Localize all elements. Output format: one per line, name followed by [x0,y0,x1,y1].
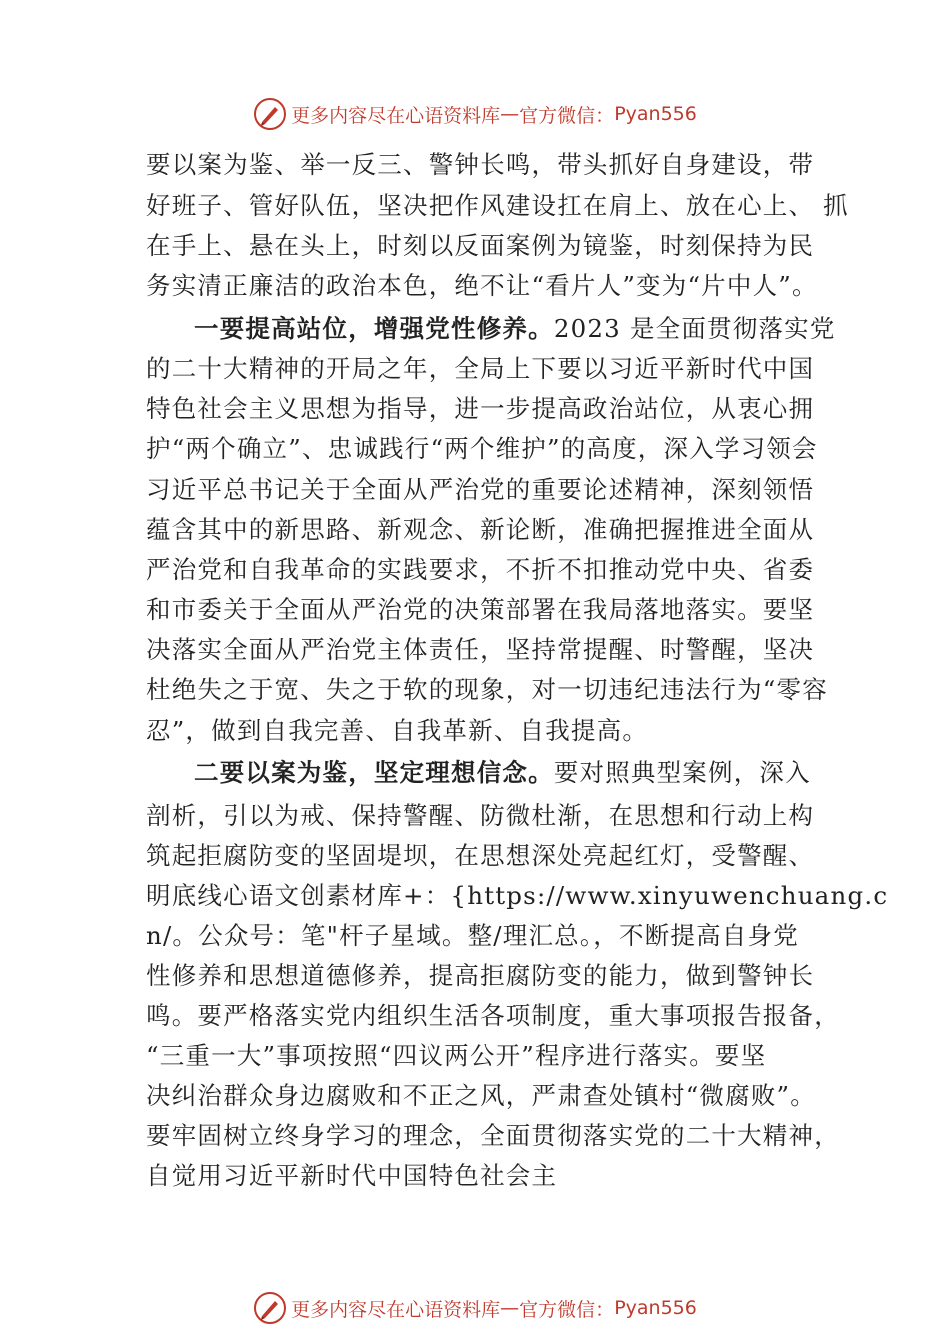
text-line: 性修养和思想道德修养，提高拒腐防变的能力，做到警钟长 [146,961,815,990]
text-line: 杜绝失之于宽、失之于软的现象，对一切违纪违法行为“零容 [146,675,828,704]
footer-brand-text: 更多内容尽在心语资料库 [291,1298,501,1321]
text-line: 好班子、管好队伍，坚决把作风建设扛在肩上、放在心上、 抓 [146,191,849,220]
text-line: 决落实全面从严治党主体责任，坚持常提醒、时警醒，坚决 [146,635,815,664]
header-wechat-label: 官方微信： [519,104,615,127]
footer-separator: — [500,1297,520,1319]
text-line: 务实清正廉洁的政治本色，绝不让“看片人”变为“片中人”。 [146,271,818,300]
text-line: 蕴含其中的新思路、新观念、新论断，准确把握推进全面从 [146,515,815,544]
text-line: 筑起拒腐防变的坚固堤坝，在思想深处亮起红灯，受警醒、 [146,841,815,870]
footer-wechat-label: 官方微信： [519,1298,615,1321]
paragraph-heading-line: 一要提高站位，增强党性修养。2023 是全面贯彻落实党 [194,314,836,343]
text-line: 护“两个确立”、忠诚践行“两个维护”的高度，深入学习领会 [146,434,818,463]
header-wechat-account: Pyan556 [614,103,697,125]
text-line: n/。公众号：笔"杆子星域。整/理汇总。，不断提高自身党 [146,921,799,950]
paragraph-heading: 一要提高站位，增强党性修养。 [194,314,554,343]
text-line: 忍”，做到自我完善、自我革新、自我提高。 [146,716,649,745]
text-line: 的二十大精神的开局之年，全局上下要以习近平新时代中国 [146,354,815,383]
text-line: 自觉用习近平新时代中国特色社会主 [146,1161,558,1190]
text-line: 习近平总书记关于全面从严治党的重要论述精神，深刻领悟 [146,475,815,504]
header-brand-text: 更多内容尽在心语资料库 [291,104,501,127]
paragraph-heading-line: 二要以案为鉴，坚定理想信念。要对照典型案例，深入 [194,758,811,787]
footer-banner [0,1288,950,1328]
pen-logo-icon [253,97,287,131]
text-line: 特色社会主义思想为指导，进一步提高政治站位，从衷心拥 [146,394,815,423]
text-line: “三重一大”事项按照“四议两公开”程序进行落实。要坚 [146,1041,767,1070]
text-line: 在手上、悬在头上，时刻以反面案例为镜鉴，时刻保持为民 [146,231,815,260]
pen-logo-icon [253,1291,287,1325]
text-line: 明底线心语文创素材库+：{https://www.xinyuwenchuang.c [146,881,889,910]
footer-wechat-account: Pyan556 [614,1297,697,1319]
text-line: 决纠治群众身边腐败和不正之风，严肃查处镇村“微腐败”。 [146,1081,816,1110]
header-banner [0,94,950,134]
text-line: 剖析，引以为戒、保持警醒、防微杜渐，在思想和行动上构 [146,801,815,830]
text-line: 严治党和自我革命的实践要求，不折不扣推动党中央、省委 [146,555,815,584]
paragraph-heading: 二要以案为鉴，坚定理想信念。 [194,758,554,787]
header-separator: — [500,103,520,125]
text-line: 要以案为鉴、举一反三、警钟长鸣，带头抓好自身建设，带 [146,150,815,179]
text-line: 要牢固树立终身学习的理念，全面贯彻落实党的二十大精神， [146,1121,840,1150]
text-line: 鸣。要严格落实党内组织生活各项制度，重大事项报告报备， [146,1001,840,1030]
text-line: 和市委关于全面从严治党的决策部署在我局落地落实。要坚 [146,595,815,624]
